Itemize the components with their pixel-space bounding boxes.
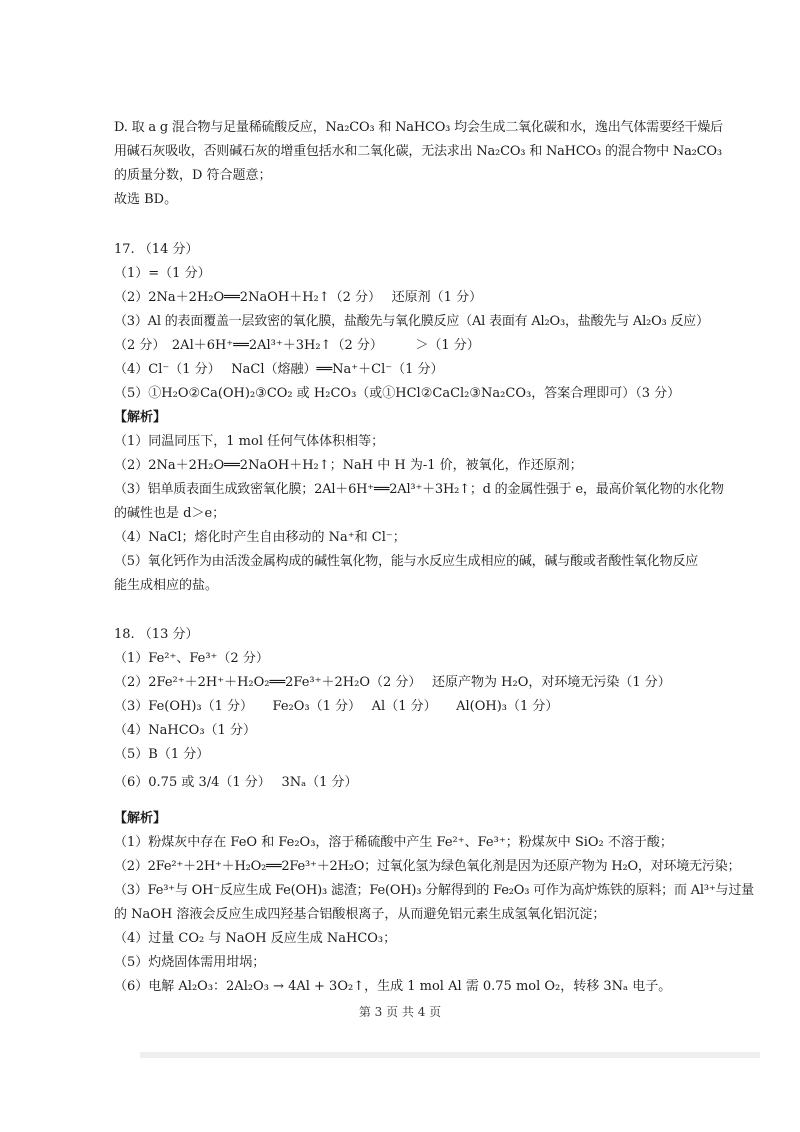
q18-answer-4: （4）NaHCO₃（1 分）: [114, 723, 256, 738]
q18-answer-3: （3）Fe(OH)₃（1 分） Fe₂O₃（1 分） Al（1 分） Al(OH)₃（1 分）: [114, 699, 559, 714]
q18-analysis-6: （6）电解 Al₂O₃：2Al₂O₃ → 4Al + 3O₂↑，生成 1 mol Al 需 0.75 mol O₂，转移 3Nₐ 电子。: [114, 979, 672, 994]
q18-analysis-4: （4）过量 CO₂ 与 NaOH 反应生成 NaHCO₃；: [114, 931, 397, 946]
q17-analysis-3b: 的碱性也是 d＞e；: [114, 506, 226, 521]
q17-analysis-3: （3）铝单质表面生成致密氧化膜；2Al＋6H⁺══2Al³⁺＋3H₂↑；d 的金属性强于 e，最高价氧化物的水化物: [114, 482, 724, 497]
q17-analysis-2: （2）2Na＋2H₂O══2NaOH＋H₂↑；NaH 中 H 为-1 价，被氧化，作还原剂；: [114, 458, 583, 473]
q18-answer-1: （1）Fe²⁺、Fe³⁺（2 分）: [114, 651, 269, 666]
q18-analysis-title: 【解析】: [114, 811, 167, 826]
d-line-3: 的质量分数，D 符合题意；: [114, 168, 272, 183]
q18-answer-5: （5）B（1 分）: [114, 747, 210, 762]
q18-analysis-5: （5）灼烧固体需用坩埚；: [114, 955, 266, 970]
q17-answer-3: （3）Al 的表面覆盖一层致密的氧化膜，盐酸先与氧化膜反应（Al 表面有 Al₂O₃，盐酸先与 Al₂O₃ 反应）: [114, 314, 709, 329]
q17-analysis-title: 【解析】: [114, 410, 167, 425]
q18-answer-2: （2）2Fe²⁺＋2H⁺＋H₂O₂══2Fe³⁺＋2H₂O（2 分） 还原产物为 H₂O，对环境无污染（1 分）: [114, 675, 671, 690]
q17-analysis-5: （5）氧化钙作为由活泼金属构成的碱性氧化物，能与水反应生成相应的碱，碱与酸或者酸性氧化物反应: [114, 554, 699, 569]
q17-analysis-5b: 能生成相应的盐。: [114, 578, 219, 593]
q17-answer-4: （4）Cl⁻（1 分） NaCl（熔融）══Na⁺＋Cl⁻（1 分）: [114, 362, 444, 377]
q17-answer-2: （2）2Na＋2H₂O══2NaOH＋H₂↑（2 分） 还原剂（1 分）: [114, 290, 483, 305]
q17-analysis-1: （1）同温同压下，1 mol 任何气体体积相等；: [114, 434, 385, 449]
page-number-footer: 第 3 页 共 4 页: [358, 1005, 442, 1019]
q17-header: 17. （14 分）: [114, 242, 199, 257]
q17-answer-3b: （2 分） 2Al＋6H⁺══2Al³⁺＋3H₂↑（2 分） ＞（1 分）: [114, 338, 480, 353]
d-line-2: 用碱石灰吸收，否则碱石灰的增重包括水和二氧化碳，无法求出 Na₂CO₃ 和 NaHCO₃ 的混合物中 Na₂CO₃: [114, 144, 722, 159]
q18-analysis-2: （2）2Fe²⁺＋2H⁺＋H₂O₂══2Fe³⁺＋2H₂O；过氧化氢为绿色氧化剂是因为还原产物为 H₂O，对环境无污染；: [114, 859, 741, 874]
q17-answer-1: （1）=（1 分）: [114, 266, 211, 281]
d-line-4: 故选 BD。: [114, 192, 178, 207]
bottom-divider: [140, 1052, 760, 1058]
q18-answer-6: （6）0.75 或 3/4（1 分） 3Nₐ（1 分）: [114, 775, 358, 790]
q18-analysis-3: （3）Fe³⁺与 OH⁻反应生成 Fe(OH)₃ 滤渣；Fe(OH)₃ 分解得到的 Fe₂O₃ 可作为高炉炼铁的原料；而 Al³⁺与过量: [114, 883, 754, 898]
q17-analysis-4: （4）NaCl；熔化时产生自由移动的 Na⁺和 Cl⁻；: [114, 530, 406, 545]
q17-answer-5: （5）①H₂O②Ca(OH)₂③CO₂ 或 H₂CO₃（或①HCl②CaCl₂③Na₂CO₃，答案合理即可）（3 分）: [114, 386, 681, 401]
q18-analysis-3b: 的 NaOH 溶液会反应生成四羟基合铝酸根离子，从而避免铝元素生成氢氧化铝沉淀；: [114, 907, 606, 922]
q18-header: 18. （13 分）: [114, 627, 199, 642]
q18-analysis-1: （1）粉煤灰中存在 FeO 和 Fe₂O₃，溶于稀硫酸中产生 Fe²⁺、Fe³⁺；粉煤灰中 SiO₂ 不溶于酸；: [114, 835, 673, 850]
d-line-1: D. 取 a g 混合物与足量稀硫酸反应，Na₂CO₃ 和 NaHCO₃ 均会生成二氧化碳和水，逸出气体需要经干燥后: [114, 120, 723, 135]
